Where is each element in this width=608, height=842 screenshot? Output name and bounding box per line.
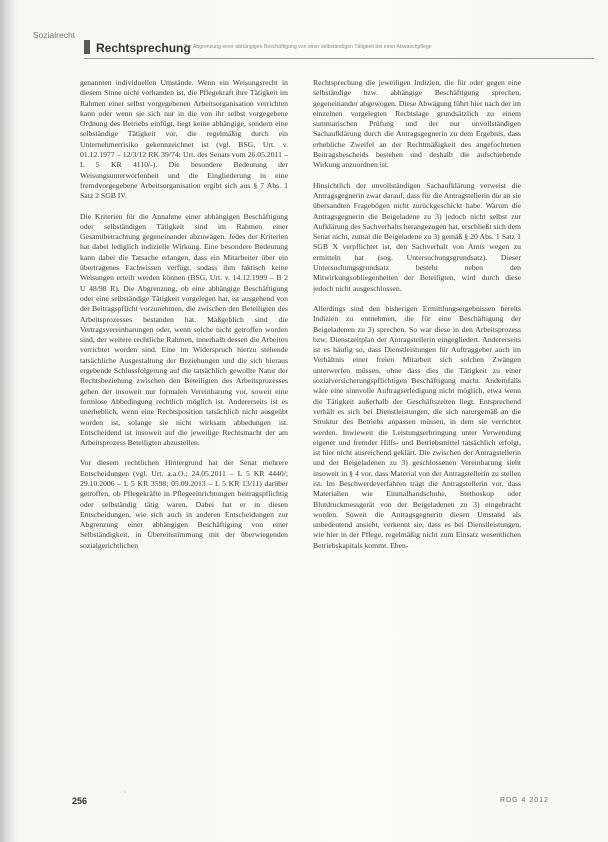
header-title: Rechtsprechung [96, 41, 191, 55]
header-tagline: Zur Abgrenzung einer abhängigen Beschäftigung von einer selbständigen Tätigkeit bei einer Abwaschpflege [184, 44, 432, 50]
right-paragraph-2: Hinsichtlich der unvollständigen Sachaufklärung verweist die Antragsgegnerin zwar darauf, dass für die Antragstellerin die an sie übersandten Fragebögen nicht zurückgeschickt habe. Warum die Antragsgegnerin die Beigeladene zu 3) jedoch nicht selbst zur Aufklärung des Sachverhalts herangezogen hat, erschließt sich dem Senat nicht, zumal die Beigeladene zu 3) gemäß § 20 Abs. 1 Satz 1 SGB X verpflichtet ist, den Sachverhalt von Amts wegen zu ermitteln hat (sog. Untersuchungsgrundsatz). Dieser Untersuchungsgrundsatz besteht neben den Mitwirkungsobliegenheiten der Beteiligten, wird durch diese jedoch nicht ausgeschlossen. [313, 180, 521, 293]
left-paragraph-3: Vor diesem rechtlichen Hintergrund hat der Senat mehrere Entscheidungen (vgl. Urt. a.a.O.; 24.05.2011 – L 5 KR 4440/; 29.10.2006 – L 5 KR 3598; 05.09.2013 – L 5 KR 13/11) darüber getroffen, ob Pflegekräfte in Pflegeeinrichtungen beitragspflichtig oder selbständig tätig waren. Dabei hat er in diesen Entscheidungen, wie sich auch in anderen Entscheidungen zur Abgrenzung einer abhängigen Beschäftigung von einer Selbständigkeit, in Übereinstimmung mit der überwiegenden sozialgerichtlichen [80, 458, 288, 550]
footer-mark: · /· [120, 790, 128, 796]
journal-issue: RDG 4 2012 [500, 797, 549, 804]
right-paragraph-1: Rechtsprechung die jeweiligen Indizien, die für oder gegen eine selbständige bzw. abhängige Beschäftigung sprechen, gegeneinander abgewogen. Diese Abwägung führt hier nach der im einzelnen vorgelegten Rechtslage grundsätzlich zu einem summarischen Prüfung und der nur unvollständigen Sachaufklärung durch die Antragsgegnerin zu dem Ergebnis, dass erhebliche Zweifel an der Rechtmäßigkeit des angefochtenen Beitragsbescheids bestehen und deshalb die aufschiebende Wirkung anzuordnen ist. [313, 78, 521, 170]
left-column [80, 78, 288, 561]
left-paragraph-1: genannten individuellen Umstände. Wenn ein Weisungsrecht in diesem Sinne nicht vorhanden ist, die Pflegekraft ihre Tätigkeit im Rahmen einer selbst vorgegebenen Arbeitsorganisation verrichten kann oder wenn sie sich nur in die von ihr selbst vorgegebene Ordnung des Betriebs einfügt, liegt keine abhängige, sondern eine selbständige Tätigkeit vor, die regelmäßig durch ein Unternehmerrisiko gekennzeichnet ist (vgl. BSG, Urt. v. 01.12.1977 – 12/3/12 RK 39/74; Urt. des Senats vom 26.05.2011 – L 5 KR 4110/-). Die besondere Bedeutung der Weisungsunterworfenheit und die Eingliederung in eine fremdvorgegebene Arbeitsorganisation ergibt sich aus § 7 Abs. 1 Satz 2 SGB IV. [80, 78, 288, 201]
right-column [313, 78, 521, 561]
section-label: Sozialrecht [33, 30, 76, 40]
header-accent-bar [84, 40, 90, 54]
page-number: 256 [72, 796, 88, 806]
right-paragraph-3: Allerdings sind den bisherigen Ermittlungsergebnissen bereits Indizien zu entnehmen, die für eine Beschäftigung der Beigeladenen zu 3) sprechen. So war diese in den Arbeitsprozess bzw. Dienstzeitplan der Antragstellerin eingegliedert. Andererseits ist es häufig so, dass Dienstleistungen für Auftraggeber auch im Verhältnis einer freien Mitarbeit sich solchen Zwängen unterwerfen müssen, ohne dass dies die Tätigkeit zu einer sozialversicherungspflichtigen Beschäftigung macht. Andernfalls wäre eine sinnvolle Auftragserledigung nicht möglich, etwa wenn die Tätigkeit außerhalb der Geschäftszeiten liegt. Entsprechend verhält es sich bei Dienstleistungen, die sich naturgemäß an die Struktur des Betriebs anpassen müssen, in dem sie verrichtet werden. Inwieweit die Leistungserbringung unter Verwendung eigener und fremder Hilfs- und Betriebsmittel tatsächlich erfolgt, ist hier nicht ausreichend geklärt. Die zwischen der Antragstellerin und der Beigeladenen zu 3) geschlossenen Vereinbarung sieht insoweit in § 4 vor, dass Material von der Antragstellerin zu stellen ist. Im Beschwerdeverfahren trägt die Antragstellerin vor, dass Materialien wie Einmalhandschuhe, Stethoskop oder Blutdruckmessgerät von der Beigeladenen zu 3) eingebracht worden. Soweit die Antragsgegnerin diesen Umstand als unbedeutend ansieht, verkennt sie, dass es bei Dienstleistungen, wie hier in der Pflege, regelmäßig nicht zum Einsatz wesentlichen Betriebskapitals kommt. Eben- [313, 303, 521, 550]
left-paragraph-2: Die Kriterien für die Annahme einer abhängigen Beschäftigung oder selbständigen Tätigkeit sind im Rahmen einer Gesamtbetrachtung gegeneinander abzuwägen. Jedes der Kriterien hat dabei lediglich indizielle Wirkung. Eine besondere Bedeutung kann dabei die Tatsache erlangen, dass ein Mitarbeiter über ein übertragenes Fachwissen verfügt, sodass ihm faktisch keine Weisungen erteilt werden können (BSG, Urt. v. 14.12.1999 – B 2 U 48/98 R). Die Abgrenzung, ob eine abhängige Beschäftigung oder eine selbständige Tätigkeit vorgelegen hat, ist ausgehend von der Beitragspflicht vorzunehmen, die zwischen den Beteiligten des Arbeitsprozesses bestanden hat. Maßgeblich sind die Vertragsvereinbarungen oder, wenn solche nicht getroffen worden sind, der weitere rechtliche Rahmen, innerhalb dessen die Arbeiten verrichtet worden sind. Eine im Widerspruch hierzu stehende tatsächliche Ausgestaltung der Beziehungen und die sich hieraus ergebende Schlussfolgerung auf die tatsächlich gewollte Natur der Rechtsbeziehung zwischen den Beteiligten des Arbeitsprozesses gehen der insoweit nur formalen Vereinbarung vor, soweit eine formlose Abbedingung rechtlich möglich ist. Andererseits ist es unerheblich, wenn eine Rechtsposition tatsächlich nicht ausgeübt worden ist, solange sie nicht wirksam abbedungen ist. Entscheidend ist insoweit auf die jeweilige Rechtsmacht der am Arbeitsprozess Beteiligten abzustellen. [80, 211, 288, 448]
header-divider [84, 58, 594, 59]
page-binding-shadow [0, 0, 16, 842]
